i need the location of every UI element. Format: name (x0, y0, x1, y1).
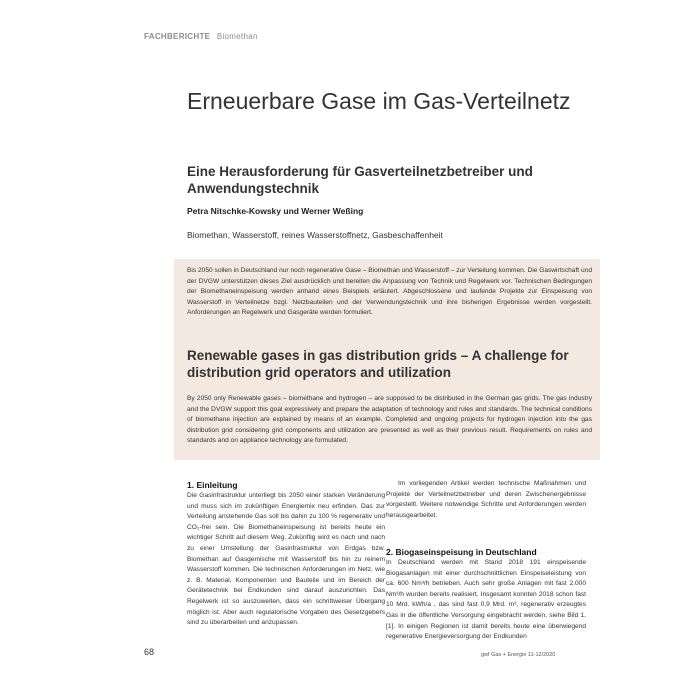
body-column-left (187, 479, 385, 629)
paragraph: Die Gasinfrastruktur unterliegt bis 2050 einer starken Veränderung und muss sich im zukünftigen Energiemix neu erfinden. Das zur Verteilung anstehende Gas soll bis dahin zu 100 % regenerativ und CO₂-frei sein. Die Biomethaneinspeisung ist bereits heute ein wichtiger Schritt auf diesem Weg. Zukünftig wird es nach und nach zu einer Umstellung der Gasinfrastruktur von Erdgas bzw. Biomethan auf Gasgemische mit Wasserstoff bis hin zu reinem Wasserstoff kommen. Die technischen Anforderungen im Netz, wie z. B. Material, Komponenten und Bauteile und im Bereich der Gerätetechnik bei Endkunden sind darauf auszurichten. Das Regelwerk ist so auszuweiten, dass ein schrittweiser Übergang möglich ist. Aber auch regulatorische Vorgaben des Gesetzgebers sind zu überarbeiten und anzupassen. (187, 492, 385, 627)
article-title: Erneuerbare Gase im Gas-Verteilnetz (187, 88, 571, 114)
topic-label: Biomethan (216, 32, 258, 41)
page-number: 68 (144, 647, 155, 657)
keywords: Biomethan, Wasserstoff, reines Wasserstoffnetz, Gasbeschaffenheit (187, 230, 443, 240)
section-label: FACHBERICHTE (144, 32, 211, 41)
article-subtitle: Eine Herausforderung für Gasverteilnetzbetreiber und Anwendungstechnik (187, 164, 533, 196)
paragraph: In Deutschland werden mit Stand 2018 191 einspeisende Biogasanlagen mit einer durchschnittlichen Einspeiseleistung von ca. 600 Nm³/h betrieben. Auch sehr große Anlagen mit fast 2.000 Nm³/h wurden bereits realisiert. Insgesamt konnten 2018 schon fast 10 Mrd. kWh/a , das sind fast 0,9 Mrd. m³, regenerativ erzeugtes Gas in die öffentliche Versorgung eingebracht werden, siehe Bild 1, [1]. In einigen Regionen ist damit bereits heute eine überwiegend regenerative Energieversorgung der Endkunden (386, 559, 586, 641)
section-heading: 1. Einleitung (187, 480, 238, 490)
abstract-english: By 2050 only Renewable gases – biomethane and hydrogen – are supposed to be distributed in the German gas grids. The gas industry and the DVGW support this goal expressively and prepare the adaptation of technology and rules and standards. The technical conditions of biomethane injection are explained by means of an example. Completed and ongoing projects for hydrogen injection into the gas distribution grid considering grid components and utilization are presented as well as their previous result. Requirements on rules and standards and on appliance technology are formulated. (187, 395, 592, 445)
abstract-german: Bis 2050 sollen in Deutschland nur noch regenerative Gase – Biomethan und Wasserstoff – zur Verteilung kommen. Die Gaswirtschaft und der DVGW unterstützen dieses Ziel ausdrücklich und bereiten die Anpassung von Technik und Regelwerk vor. Technischen Bedingungen der Biomethaneinspeisung werden anhand eines Beispiels erläutert. Abgeschlossene und laufende Projekte zur Einspeisung von Wasserstoff in Verteilnetze bzgl. Netzbauteilen und der Verwendungstechnik und ihre bisherigen Ergebnisse werden vorgestellt. Anforderungen an Regelwerk und Gasgeräte werden formuliert. (187, 267, 592, 317)
english-title: Renewable gases in gas distribution grids – A challenge for distribution grid operators and utilization (187, 348, 569, 380)
authors: Petra Nitschke-Kowsky und Werner Weßing (187, 206, 364, 216)
running-header (144, 32, 258, 41)
body-column-right-section (386, 546, 586, 643)
body-column-right (386, 479, 586, 521)
paragraph: Im vorliegenden Artikel werden technische Maßnahmen und Projekte der Verteilnetzbetreiber und deren Zwischenergebnisse vorgestellt. Weitere notwendige Schritte und Anforderungen werden herausgearbeitet. (386, 480, 586, 519)
journal-footer: gwf Gas + Energie 11-12/2020 (481, 652, 556, 658)
section-heading: 2. Biogaseinspeisung in Deutschland (386, 547, 537, 557)
